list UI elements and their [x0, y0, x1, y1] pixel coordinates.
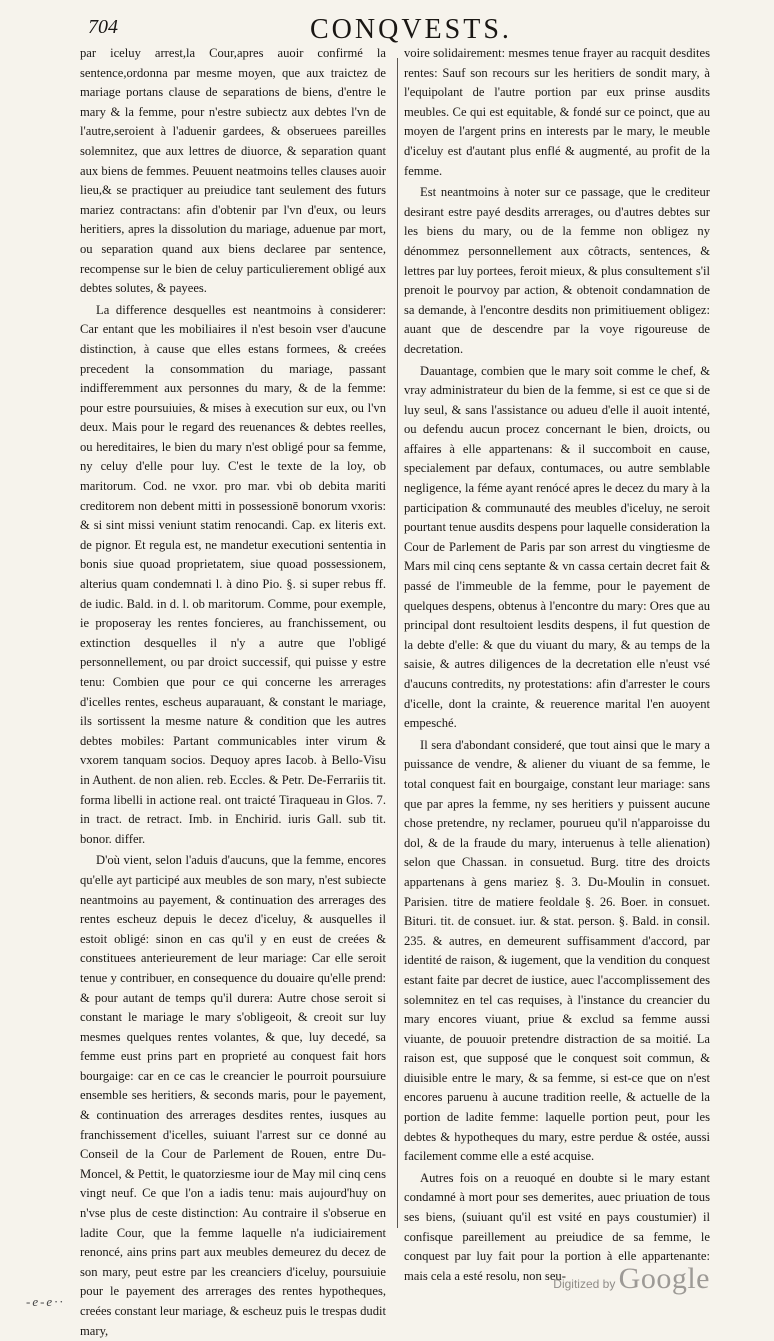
digitized-watermark [553, 1262, 710, 1296]
footer-mark: -e-e·· [26, 1294, 65, 1309]
paragraph: Autres fois on a reuoqué en doubte si le mary estant condamné à mort pour ses demerites, auec priuation de tous ses biens, (suiuant qu'il est vsité en pays coustumier) il confisque pareillement au preiudice de sa femme, le conquest par luy fait pour la portion à elle appartenante: mais cela a esté resolu, non seu- [404, 1170, 710, 1283]
paragraph: voire solidairement: mesmes tenue frayer au racquit desdites rentes: Sauf son recours sur les heritiers de sondit mary, à l'equipolant de l'autre portion par eux prinse ausdits meubles. Ce qui est equitable, & fondé sur ce poinct, que au moyen de l'argent prins en interests par le mary, le meuble d'iceluy est d'autant plus enflé & augmenté, au profit de la femme. [404, 46, 710, 178]
paragraph: Dauantage, combien que le mary soit comme le chef, & vray administrateur du bien de la femme, si est ce que si de luy seul, & sans l'assistance ou adueu d'elle il auoit intenté, ou defendu aucun procez concernant le bien, droicts, ou affaires à elle appartenans: & il succomboit en cause, specialement par defaux, contumaces, ou autre semblable negligence, la féme ayant renócé apres le decez du mary à la participation & communauté des meubles d'iceluy, ne seroit pourtant tenue ausdits despens pour laquelle consideration la Cour de Parlement de Paris par son arrest du vingtiesme de Mars mil cinq cens septante & vn cassa certain decret fait & passé de l'immeuble de la femme, pour le payement de quelques despens, obtenus à l'encontre du mary: Ores que au principal dont resultoient lesdits despens, il fut question de la debte d'elle: & que du viuant du mary, & au temps de la saisie, & autres diligences de la decretation elle n'eust vsé d'aucuns contredits, ny protestations: afin d'arrester le cours d'icelle, dont la crainte, & reuerence marital l'en auoyent empesché. [404, 363, 711, 731]
paragraph: Est neantmoins à noter sur ce passage, que le crediteur desirant estre payé desdits arrerages, ou d'autres debtes sur les biens du mary, ou de la femme non obligez ny dénommez personnellement aux côtracts, sentences, & lettres par luy portees, feroit mieux, & plus consultement s'il prenoit le pourvoy par action, & obtenoit condamnation de sa demande, à l'encontre desdits non primitiuement obligez: auant que de descendre par la voye rigoureuse de decretation. [404, 185, 710, 356]
paragraph: D'où vient, selon l'aduis d'aucuns, que la femme, encores qu'elle ayt participé aux meubles de son mary, n'est subiecte neantmoins au payement, & continuation des arrerages des rentes escheuz depuis le decez d'iceluy, & ausquelles il estoit obligé: sinon en cas qu'il y en eust de creées & constituees anterieurement de leur mariage: Car elle seroit tenue y contribuer, en consequence du douaire qu'elle prend: & pour autant de temps qu'il durera: Autre chose seroit si constant le mariage le mary s'obligeoit, & creoit sur luy mesmes quelques rentes volantes, & que, luy decedé, sa femme eust prins part en proprieté au conquest fait hors bourgaige: car en ce cas le creancier le pourroit poursuiure ensemble ses heritiers, & seconds maris, pour le payement, & continuation des arrerages desdites rentes, iusques au franchissement d'icelles, suiuant l'arrest sur ce donné au Conseil de la Cour de Parlement de Rouen, entre Du-Moncel, & Pettit, le quatorziesme iour de May mil cinq cens vingt neuf. Ce que l'on a iadis tenu: mais aujourd'huy on n'vse plus de ceste distinction: Au contraire il s'obserue en ladite Cour, que la femme laquelle n'a iudiciairement renoncé, ains prins part aux meubles demeurez du decez de son mary, peut estre par les creanciers d'iceluy, poursuiuie pour le payement des arrerages des rentes hypotheques, creées constant leur mariage, & escheuz puis le trespas dudit mary, [80, 853, 386, 1338]
page-number: 704 [88, 16, 118, 38]
paragraph: La difference desquelles est neantmoins à considerer: Car entant que les mobiliaires il n'est besoin vser d'aucune distinction, à cause que elles estans formees, & creées precedent la consommation du mariage, passant indifferemment aux personnes du mary, & de la femme: pour estre poursuiuies, & mises à execution sur eux, ou l'vn deux. Mais pour le regard des reuenances & debtes reelles, ou hereditaires, le bien du mary n'est obligé pour sa femme, ny celuy d'elle pour luy. C'est le texte de la loy, ob maritorum. Cod. ne vxor. pro mar. vbi ob debita mariti creditorem non debent mitti in possessionē bonorum vxoris: & si sint missi veniunt statim renocandi. Cap. ex literis ext. de pignor. Et regula est, ne mandetur executioni sententia in bonis siue quoad proprietatem, siue quoad possessionem, alterius quam condemnati l. à dino Pio. §. si super rebus ff. de iudic. Bald. in d. l. ob maritorum. Comme, pour exemple, ie proposeray les rentes foncieres, au franchissement, ou extinction desquelles il n'y a autre que l'obligé personnellement, ou par droict successif, qui puisse y estre tenu: Combien que pour ce qui concerne les arrerages d'icelles rentes, escheus auparauant, & constant le mariage, ils sortissent la mesme nature & condition que les autres debtes mobiles: Partant communicables inter virum & vxorem tanquam socios. Dequoy apres Iacob. à Bello-Visu in Authent. de non alien. reb. Eccles. & Petr. De-Ferrariis tit. forma libelli in actione real. ont traicté Tiraqueau in Glos. 7. in tract. de retract. Imb. in Enchirid. iuris Gall. sub tit. bonor. differ. [80, 302, 386, 846]
running-head: CONQVESTS. [310, 14, 512, 45]
paragraph: par iceluy arrest,la Cour,apres auoir confirmé la sentence,ordonna par mesme moyen, que aux traictez de mariage portans clause de separations de biens, d'entre le mary & la femme, pour n'estre subiectz aux debtes l'vn de l'autre,seroient à l'aduenir gardees, & obseruees pareilles solemnitez, que aux lettres de diuorce, & separation quant aux biens de femmes. Peuuent neatmoins telles clauses auoir lieu,& se practiquer au preiudice tant seulement des futurs mariez contractans: afin d'obtenir par l'vn d'eux, ou leurs heritiers, apres la dissolution du mariage, aduenue par mort, ou separation quand aux biens declaree par sentence, recompense sur le bien de celuy particulierement obligé aux debtes solutes, & payees. [80, 46, 387, 296]
left-column [80, 44, 387, 1338]
watermark-brand: Google [618, 1262, 710, 1295]
paragraph: Il sera d'abondant consideré, que tout ainsi que le mary a puissance de vendre, & aliener du viuant de sa femme, le total conquest fait en bourgaige, constant leur mariage: sans que par apres la femme, ny ses heritiers y puissent aucune chose pretendre, ny reclamer, pourueu qu'il n'apparoisse du dol, & de la fraude du mary, interuenus à telle alienation) selon que Chassan. in consuetud. Burg. titre des droicts appartenans à gens mariez §. 3. Du-Moulin in consuet. Parisien. titre de matiere feoldale §. 26. Boer. in consuet. Bituri. tit. de consuet. iur. & stat. person. §. Bald. in consil. 235. & autres, en demeurent suffisamment d'accord, par identité de raison, & iugement, que la vendition du conquest estant faite par decret de iustice, auec l'accomplissement des solemnitez en tel cas requises, à l'instance du creancier du mary encores viuant, priue & exclud sa femme aussi viuante, de pouuoir pretendre distraction de sa moitié. La raison est, que supposé que le conquest soit commun, & diuisible entre le mary, & sa femme, si est-ce que on n'est encores paruenu à aucune tradition reelle, & actuelle de la portion de ladite femme: laquelle portion peut, pour les debtes & hypotheques du mary, estre perdue & ostée, aussi facilement comme elle a esté acquise. [404, 737, 710, 1164]
watermark-prefix: Digitized by [553, 1277, 616, 1291]
